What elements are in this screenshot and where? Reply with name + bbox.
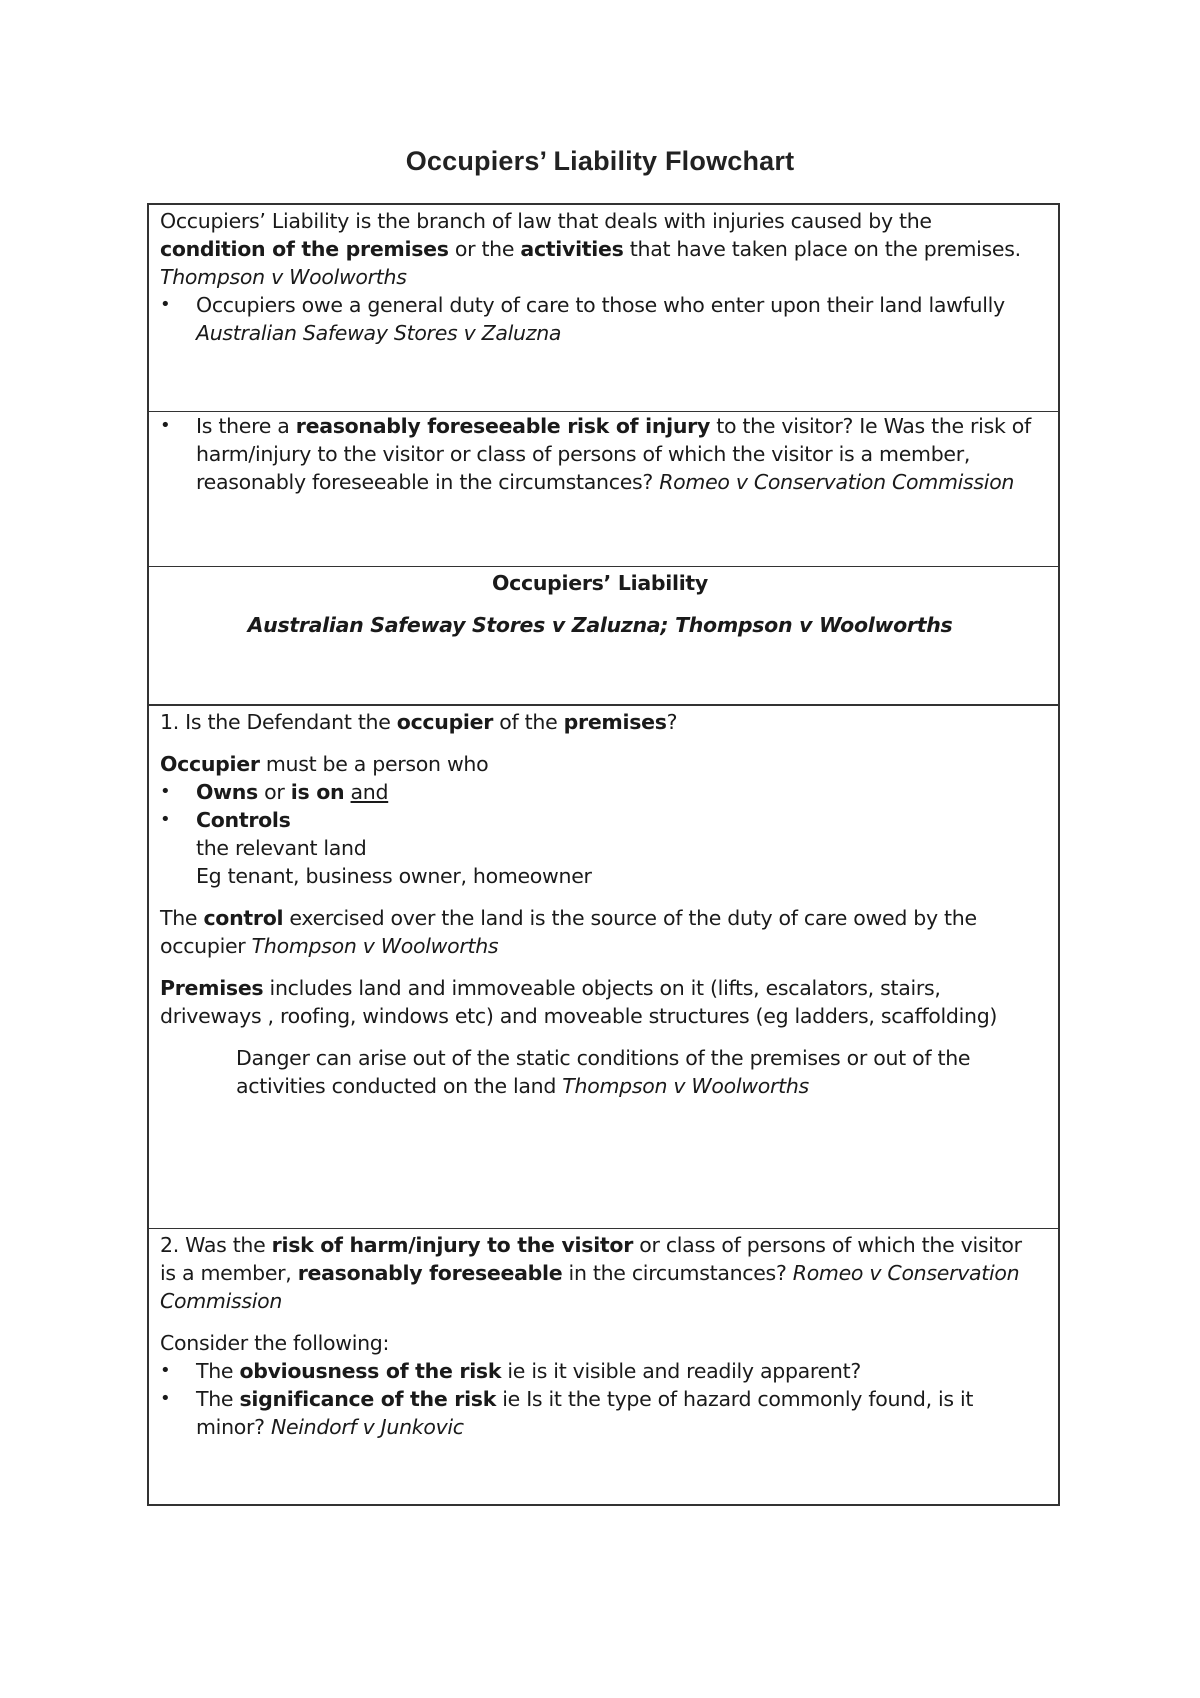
intro-text: Occupiers’ Liability is the branch of law that deals with injuries caused by the (160, 209, 932, 233)
heading-cases (160, 611, 1040, 639)
question-bold-premises: premises (563, 710, 667, 734)
criteria-controls: Controls (196, 808, 291, 832)
intro-bold-activities: activities (520, 237, 624, 261)
case-citation: Thompson v Woolworths (251, 934, 499, 958)
bullet-text: Occupiers owe a general duty of care to those who enter upon their land lawfully (196, 293, 1005, 317)
intro-paragraph (160, 207, 1040, 291)
item-text-rest: ie Is it the type of hazard commonly found, is it minor? (196, 1387, 974, 1439)
occupier-bold: Occupier (160, 752, 260, 776)
case-citation: Romeo v Conservation Commission (659, 470, 1015, 494)
list-item (160, 412, 1040, 496)
question-text-mid: or class of persons of which the visitor is a member, (160, 1233, 1022, 1285)
case-citation: Australian Safeway Stores v Zaluzna; Thompson v Woolworths (247, 613, 953, 637)
criteria-is-on: is on (290, 780, 345, 804)
document-title: Occupiers’ Liability Flowchart (405, 146, 795, 176)
foreseeable-risk-section (147, 411, 1060, 566)
occupier-definition (160, 750, 1040, 778)
question-bold-foreseeable: reasonably foreseeable (297, 1261, 563, 1285)
question-2 (160, 1231, 1040, 1315)
heading-section (147, 566, 1060, 704)
case-citation: Romeo v Conservation Commission (160, 1261, 1020, 1313)
list-item (160, 1385, 1040, 1441)
criteria-and: and (350, 780, 389, 804)
question-1 (160, 708, 1040, 736)
occupier-criteria-list (160, 778, 1040, 834)
question-text: 2. Was the (160, 1233, 272, 1257)
question-mark: ? (666, 710, 678, 734)
occupier-section (147, 704, 1060, 1228)
consider-line: Consider the following: (160, 1331, 390, 1355)
intro-bullet-list (160, 291, 1040, 347)
heading-text: Occupiers’ Liability (491, 571, 708, 595)
control-text-rest: exercised over the land is the source of the duty of care owed by the occupier (160, 906, 977, 958)
item-text: The (196, 1387, 240, 1411)
occupier-text: must be a person who (259, 752, 489, 776)
consider-list (160, 1357, 1040, 1441)
control-bold: control (203, 906, 284, 930)
list-item (160, 291, 1040, 347)
risk-bullet-list (160, 412, 1040, 496)
danger-paragraph (160, 1044, 1040, 1100)
control-paragraph (160, 904, 1040, 960)
intro-bold-condition: condition of the premises (160, 237, 449, 261)
criteria-or: or (257, 780, 291, 804)
risk-bold: reasonably foreseeable risk of injury (295, 414, 711, 438)
list-item (160, 806, 1040, 834)
intro-section (147, 203, 1060, 411)
intro-text-end: that have taken place on the premises. (623, 237, 1021, 261)
intro-text-or: or the (448, 237, 521, 261)
risk-text-rest: to the visitor? Ie Was the risk of harm/injury to the visitor or class of persons of which the visitor is a member, reasonably foreseeable in the circumstances? (196, 414, 1031, 494)
risk-text: Is there a (196, 414, 296, 438)
list-item (160, 1357, 1040, 1385)
control-text: The (160, 906, 204, 930)
item-bold: significance of the risk (239, 1387, 497, 1411)
case-citation: Australian Safeway Stores v Zaluzna (196, 321, 562, 345)
premises-bold: Premises (160, 976, 264, 1000)
premises-paragraph (160, 974, 1040, 1030)
question-text: 1. Is the Defendant the (160, 710, 397, 734)
question-bold-risk: risk of harm/injury to the visitor (271, 1233, 634, 1257)
item-bold: obviousness of the risk (239, 1359, 502, 1383)
case-citation: Thompson v Woolworths (562, 1074, 809, 1098)
danger-text: Danger can arise out of the static conditions of the premises or out of the activities conducted on the land (236, 1046, 971, 1098)
section-heading (160, 569, 1040, 597)
case-citation: Thompson v Woolworths (160, 265, 407, 289)
relevant-land-line: the relevant land (196, 836, 367, 860)
item-text-rest: ie is it visible and readily apparent? (501, 1359, 861, 1383)
premises-text: includes land and immoveable objects on it (lifts, escalators, stairs, driveways , roofing, windows etc) and moveable structures (eg ladders, scaffolding) (160, 976, 998, 1028)
question-text-mid: of the (493, 710, 564, 734)
question-bold-occupier: occupier (396, 710, 494, 734)
item-text: The (196, 1359, 240, 1383)
foreseeability-section (147, 1228, 1060, 1506)
examples-line: Eg tenant, business owner, homeowner (196, 864, 592, 888)
case-citation: Neindorf v Junkovic (270, 1415, 464, 1439)
criteria-owns: Owns (196, 780, 258, 804)
question-text-end: in the circumstances? (562, 1261, 793, 1285)
list-item (160, 778, 1040, 806)
